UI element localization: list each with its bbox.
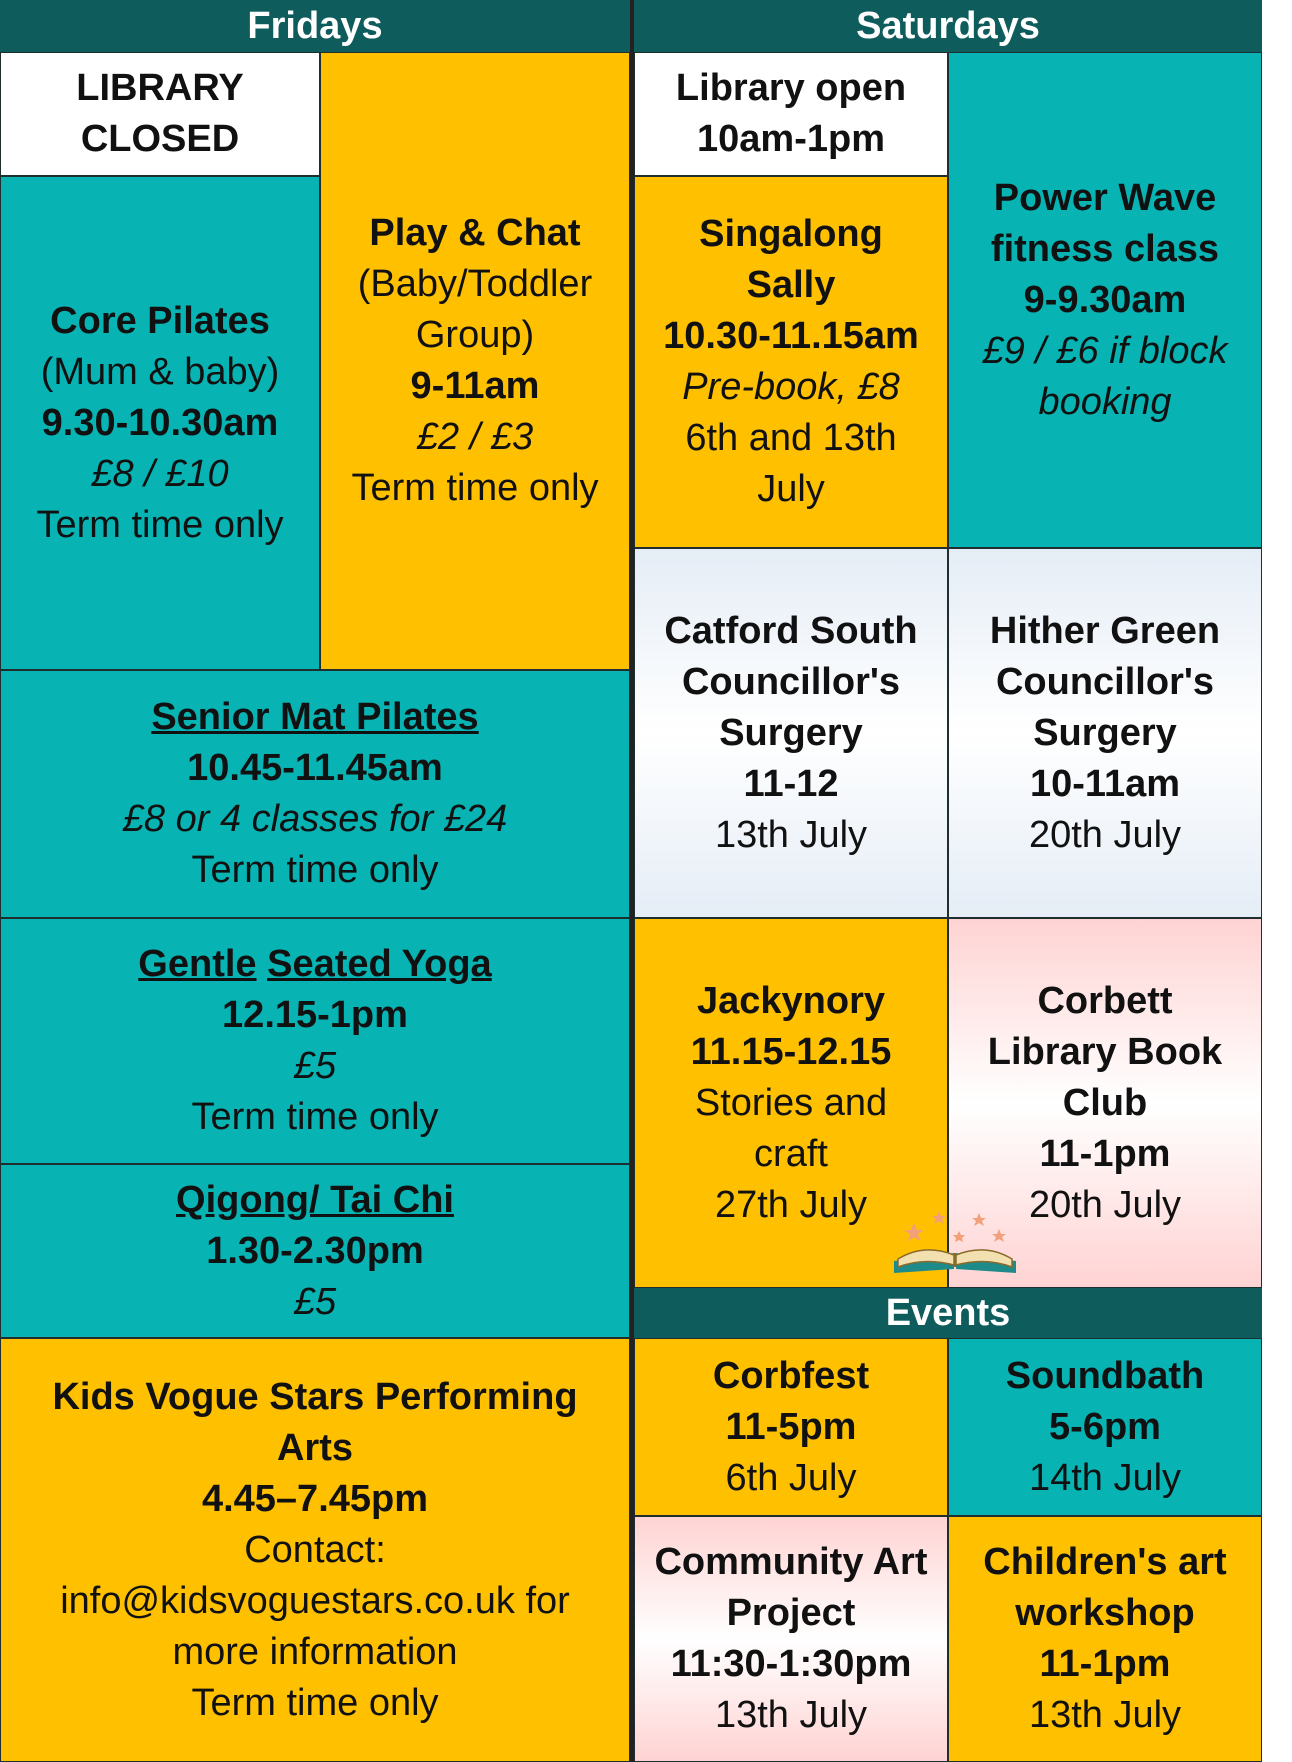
soundbath-date: 14th July (1028, 1456, 1182, 1499)
events-header (634, 1288, 1262, 1338)
childrens-art-time: 11-1pm (1039, 1643, 1171, 1685)
kids-vogue-email[interactable]: info@kidsvoguestars.co.uk for (60, 1579, 570, 1622)
qigong-tai-chi (0, 1164, 630, 1338)
catford-time: 11-12 (743, 762, 839, 805)
library-open-line1: Library open (675, 67, 907, 109)
jackynory-time: 11.15-12.15 (690, 1030, 892, 1073)
library-open (634, 52, 948, 176)
seated-yoga-title-a: Gentle (138, 943, 257, 985)
community-art-time: 11:30-1:30pm (670, 1643, 912, 1685)
book-club-time: 11-1pm (1039, 1132, 1171, 1175)
hither-date: 20th July (1028, 813, 1182, 856)
seated-yoga-note: Term time only (191, 1096, 439, 1138)
childrens-art (948, 1516, 1262, 1762)
jackynory-desc2: craft (754, 1132, 828, 1175)
hither-title3: Surgery (1033, 711, 1177, 754)
kids-vogue-title2: Arts (276, 1426, 354, 1469)
fridays-header-label: Fridays (247, 5, 383, 47)
library-open-line2: 10am-1pm (697, 118, 885, 160)
catford-date: 13th July (714, 813, 868, 856)
seated-yoga-title (138, 939, 491, 990)
kids-vogue-stars (0, 1338, 630, 1762)
play-chat-time: 9-11am (410, 365, 540, 407)
gentle-seated-yoga (0, 918, 630, 1164)
soundbath (948, 1338, 1262, 1516)
jackynory-date: 27th July (714, 1183, 868, 1226)
power-wave (948, 52, 1262, 548)
singalong-price: Pre-book, £8 (682, 366, 900, 408)
book-club-title3: Club (1062, 1081, 1148, 1124)
core-pilates-time: 9.30-10.30am (41, 401, 279, 444)
book-club-title1: Corbett (1037, 979, 1173, 1022)
qigong-title: Qigong/ Tai Chi (176, 1178, 454, 1221)
kids-vogue-title1: Kids Vogue Stars Performing (52, 1375, 578, 1418)
events-header-label: Events (885, 1292, 1011, 1334)
core-pilates-sub: (Mum & baby) (40, 350, 280, 393)
hither-time: 10-11am (1029, 762, 1180, 805)
catford-title1: Catford South (664, 609, 918, 652)
book-club-title2: Library Book (987, 1030, 1223, 1073)
singalong-date2: July (757, 468, 825, 510)
community-art (634, 1516, 948, 1762)
jackynory-desc1: Stories and (694, 1081, 888, 1124)
saturdays-header (634, 0, 1262, 52)
catford-title3: Surgery (719, 711, 863, 754)
kids-vogue-time: 4.45–7.45pm (201, 1477, 429, 1520)
seated-yoga-time: 12.15-1pm (222, 994, 408, 1036)
soundbath-time: 5-6pm (1049, 1405, 1161, 1448)
singalong-date1: 6th and 13th (685, 417, 897, 459)
singalong-time: 10.30-11.15am (663, 315, 919, 357)
corbfest (634, 1338, 948, 1516)
play-chat-note: Term time only (351, 467, 599, 509)
play-chat-title: Play & Chat (369, 212, 581, 254)
book-club-date: 20th July (1028, 1183, 1182, 1226)
hither-title1: Hither Green (989, 609, 1221, 652)
seated-yoga-price: £5 (293, 1045, 337, 1087)
singalong-title1: Singalong (699, 213, 883, 255)
community-art-date: 13th July (714, 1694, 868, 1736)
power-wave-price1: £9 / £6 if block (982, 329, 1228, 372)
senior-mat-price: £8 or 4 classes for £24 (122, 798, 508, 840)
power-wave-title1: Power Wave (993, 176, 1217, 219)
catford-surgery (634, 548, 948, 918)
library-closed (0, 52, 320, 176)
childrens-art-title1: Children's art (983, 1541, 1227, 1583)
play-chat-sub1: (Baby/Toddler (357, 263, 593, 305)
singalong-title2: Sally (746, 264, 836, 306)
kids-vogue-contact: Contact: (244, 1528, 386, 1571)
hither-green-surgery (948, 548, 1262, 918)
senior-mat-pilates (0, 670, 630, 918)
community-art-title1: Community Art (654, 1541, 928, 1583)
corbfest-time: 11-5pm (725, 1405, 857, 1448)
seated-yoga-title-b: Seated Yoga (267, 943, 492, 985)
library-closed-line2: CLOSED (80, 118, 240, 160)
childrens-art-title2: workshop (1015, 1592, 1195, 1634)
power-wave-title2: fitness class (990, 227, 1220, 270)
saturdays-header-label: Saturdays (856, 5, 1040, 47)
jackynory-title: Jackynory (696, 979, 885, 1022)
play-chat-price: £2 / £3 (416, 416, 534, 458)
qigong-price: £5 (293, 1280, 337, 1323)
soundbath-title: Soundbath (1005, 1354, 1205, 1397)
qigong-time: 1.30-2.30pm (206, 1229, 424, 1272)
corbfest-title: Corbfest (712, 1354, 870, 1397)
community-art-title2: Project (726, 1592, 856, 1634)
catford-title2: Councillor's (681, 660, 901, 703)
play-chat-sub2: Group) (415, 314, 535, 356)
power-wave-price2: booking (1038, 380, 1172, 423)
corbfest-date: 6th July (725, 1456, 857, 1499)
core-pilates-title: Core Pilates (50, 299, 270, 342)
power-wave-time: 9-9.30am (1023, 278, 1187, 321)
core-pilates-note: Term time only (36, 503, 284, 546)
childrens-art-date: 13th July (1028, 1694, 1182, 1736)
senior-mat-time: 10.45-11.45am (187, 747, 443, 789)
kids-vogue-more: more information (172, 1630, 458, 1673)
core-pilates-price: £8 / £10 (91, 452, 229, 495)
play-chat (320, 52, 630, 670)
open-book-with-stars-icon (884, 1203, 1026, 1275)
library-closed-line1: LIBRARY (76, 67, 244, 109)
hither-title2: Councillor's (995, 660, 1215, 703)
singalong-sally (634, 176, 948, 548)
kids-vogue-note: Term time only (191, 1681, 439, 1724)
senior-mat-title: Senior Mat Pilates (151, 696, 479, 738)
fridays-header (0, 0, 630, 52)
senior-mat-note: Term time only (191, 849, 439, 891)
core-pilates (0, 176, 320, 670)
